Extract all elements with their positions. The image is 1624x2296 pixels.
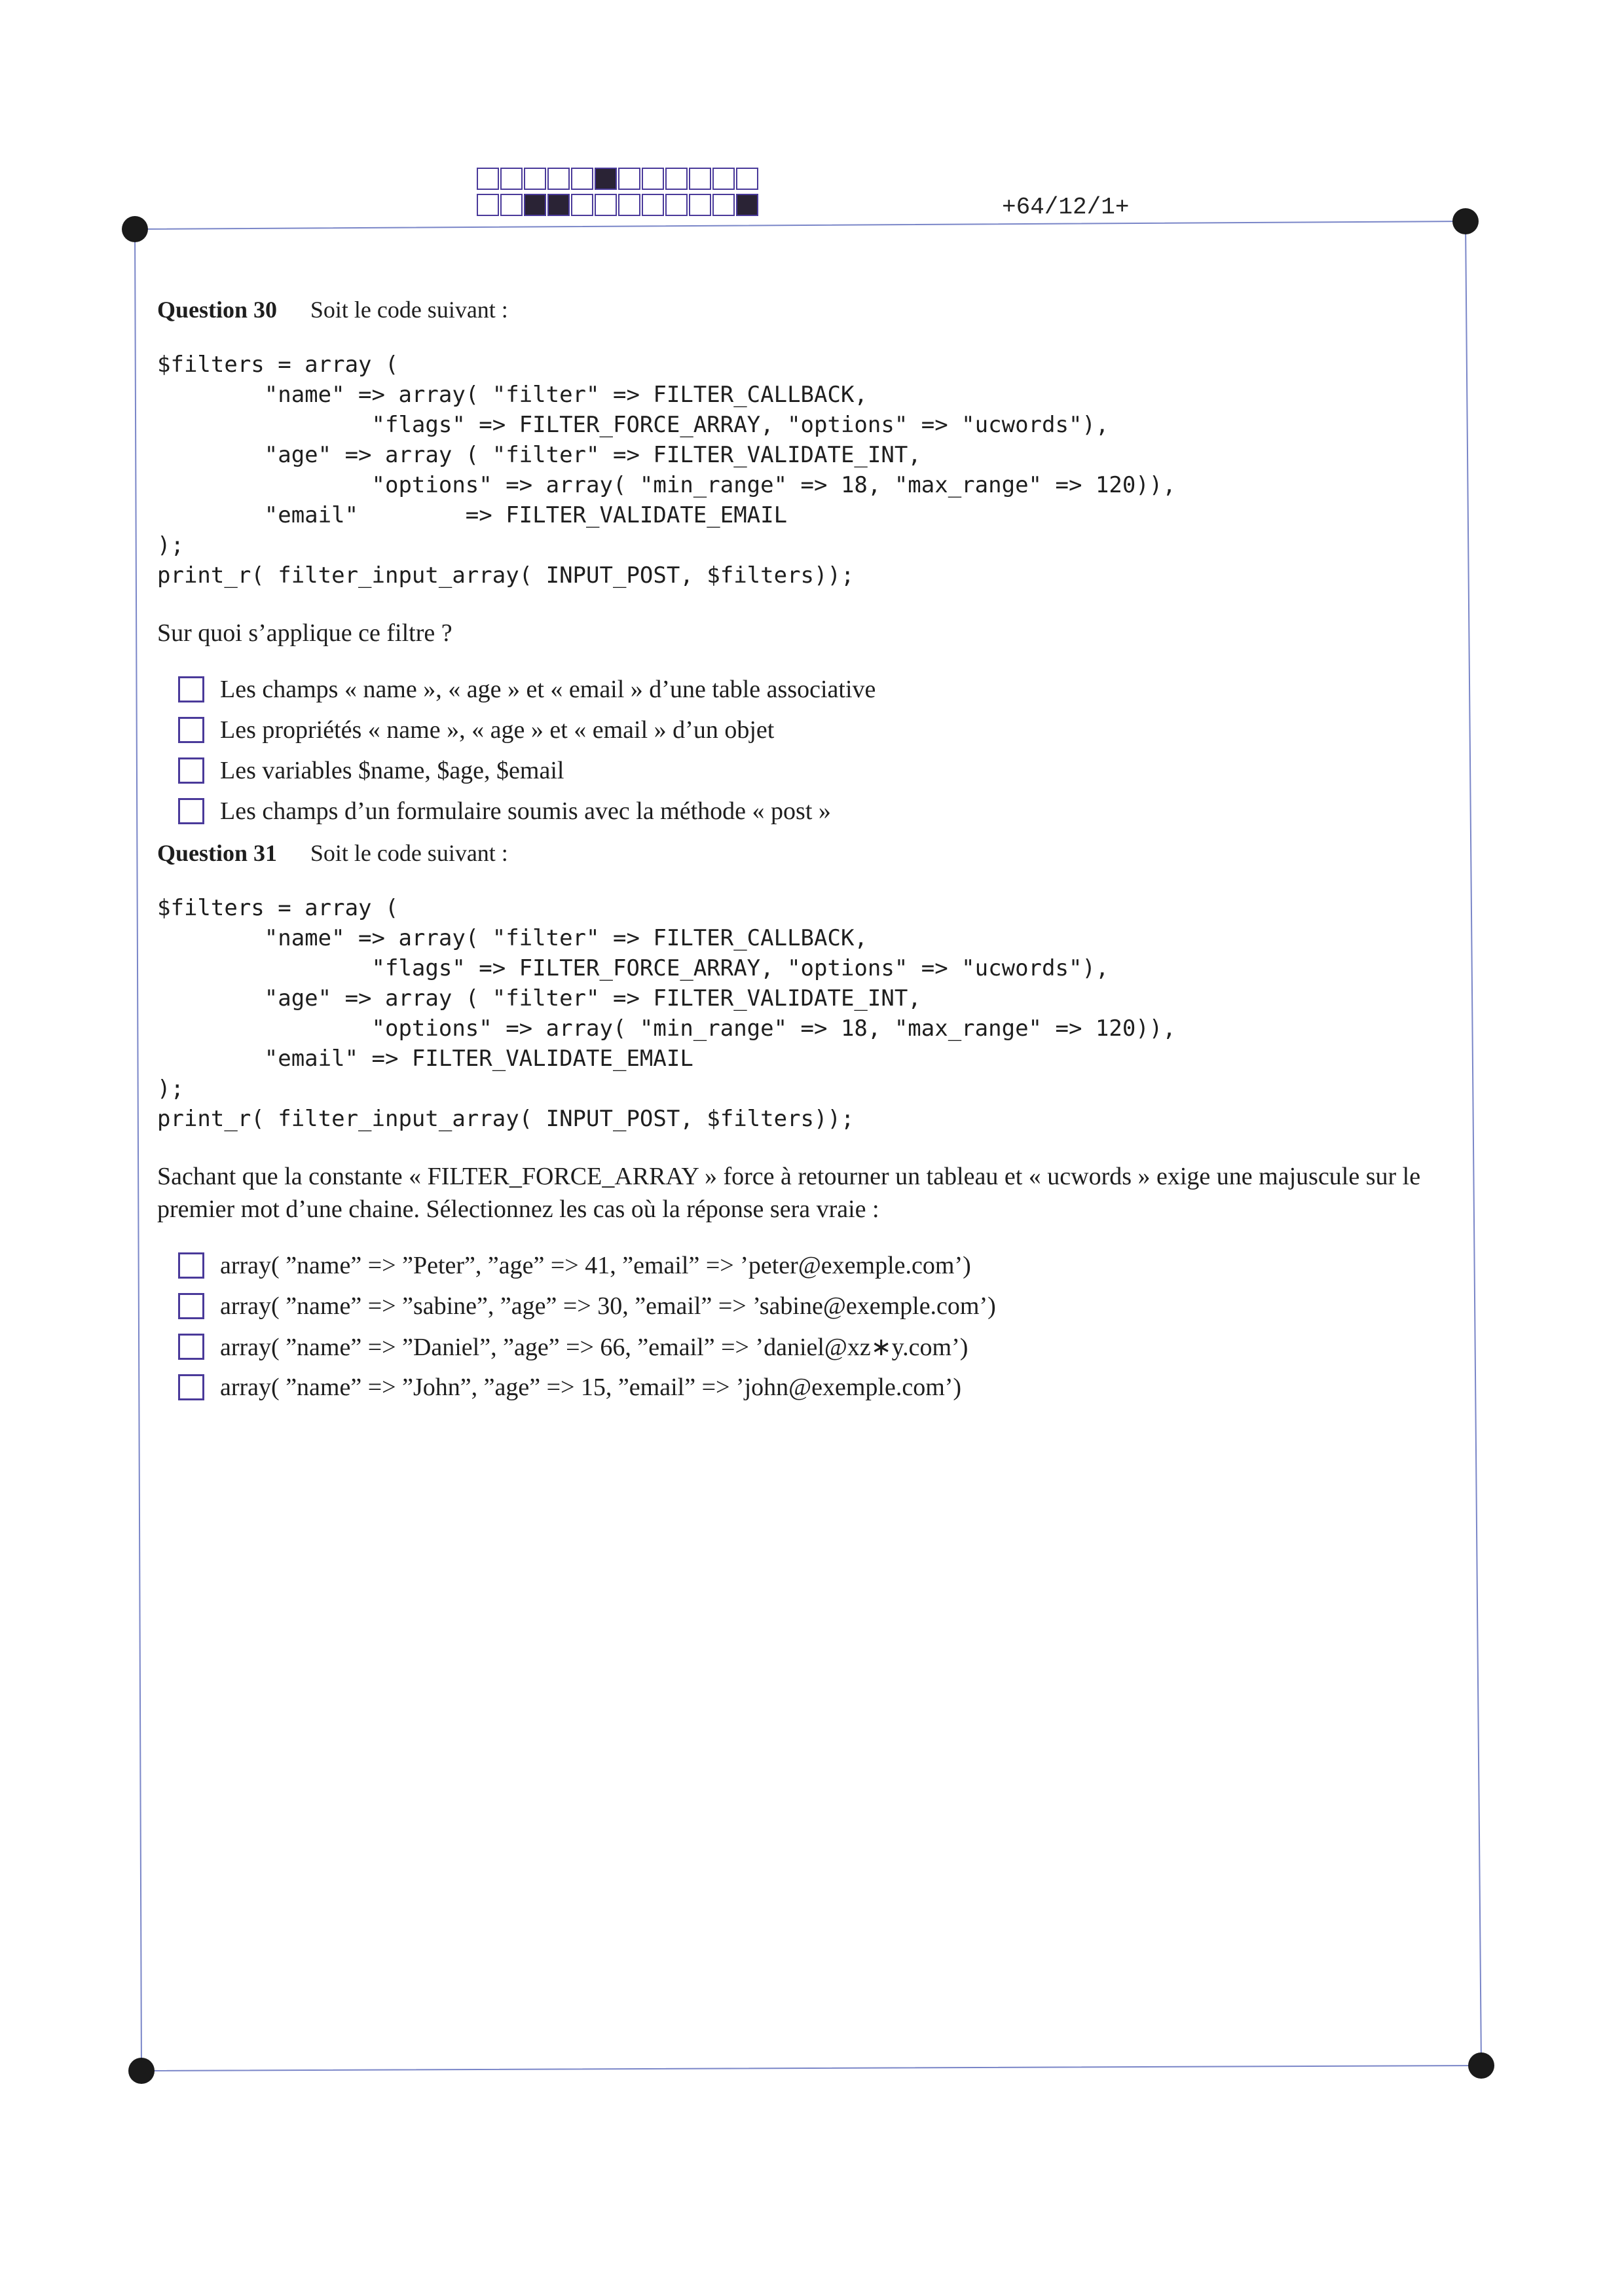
page-code: +64/12/1+ bbox=[1002, 194, 1130, 221]
answer-label: array( ”name” => ”Peter”, ”age” => 41, ”email” => ’peter@exemple.com’) bbox=[220, 1252, 971, 1279]
barcode-cell bbox=[571, 168, 593, 190]
answer-checkbox[interactable] bbox=[178, 717, 204, 743]
answer-label: Les champs d’un formulaire soumis avec la méthode « post » bbox=[220, 797, 831, 825]
barcode-cell bbox=[712, 168, 735, 190]
answer-label: array( ”name” => ”John”, ”age” => 15, ”email” => ’john@exemple.com’) bbox=[220, 1374, 962, 1401]
corner-mark-top-right bbox=[1452, 208, 1479, 234]
corner-mark-top-left bbox=[122, 216, 148, 242]
answer-checkbox[interactable] bbox=[178, 1334, 204, 1360]
barcode-cell bbox=[618, 168, 640, 190]
barcode-cell bbox=[595, 194, 617, 216]
answer-option[interactable] bbox=[178, 1326, 1467, 1367]
barcode-cell bbox=[712, 194, 735, 216]
barcode-cell bbox=[524, 194, 546, 216]
question-intro: Soit le code suivant : bbox=[310, 840, 508, 866]
barcode-cell bbox=[689, 194, 711, 216]
barcode-cell bbox=[477, 194, 499, 216]
question-prompt: Sachant que la constante « FILTER_FORCE_ARRAY » force à retourner un tableau et « ucwords » exige une majuscule sur le premier mot d’une chaine. Sélectionnez les cas où la réponse sera vraie : bbox=[157, 1163, 1421, 1223]
question-intro: Soit le code suivant : bbox=[310, 297, 508, 323]
question-header bbox=[157, 296, 1467, 323]
code-block: $filters = array ( "name" => array( "filter" => FILTER_CALLBACK, "flags" => FILTER_FORCE_ARRAY, "options" => "ucwords"), "age" => array ( "filter" => FILTER_VALIDATE_INT, "options" => array( "min_range" => 18, "max_range" => 120)), "email" => FILTER_VALIDATE_EMAIL ); print_r( filter_input_array( INPUT_POST, $filters)); bbox=[157, 895, 1176, 1132]
answer-checkbox[interactable] bbox=[178, 798, 204, 824]
question-31 bbox=[157, 839, 1467, 1408]
answer-checkbox[interactable] bbox=[178, 676, 204, 702]
barcode-cell bbox=[477, 168, 499, 190]
answer-label: Les variables $name, $age, $email bbox=[220, 757, 564, 784]
barcode-row-top bbox=[477, 168, 760, 192]
corner-mark-bottom-left bbox=[128, 2058, 155, 2084]
answer-option[interactable] bbox=[178, 710, 1467, 750]
question-label: Question 31 bbox=[157, 840, 278, 866]
answer-option[interactable] bbox=[178, 1286, 1467, 1326]
barcode-cell bbox=[665, 194, 688, 216]
answer-option[interactable] bbox=[178, 791, 1467, 831]
barcode-cell bbox=[547, 168, 570, 190]
barcode-cell bbox=[689, 168, 711, 190]
answer-list bbox=[178, 669, 1467, 831]
answer-checkbox[interactable] bbox=[178, 757, 204, 784]
code-block: $filters = array ( "name" => array( "filter" => FILTER_CALLBACK, "flags" => FILTER_FORCE_ARRAY, "options" => "ucwords"), "age" => array ( "filter" => FILTER_VALIDATE_INT, "options" => array( "min_range" => 18, "max_range" => 120)), "email" => FILTER_VALIDATE_EMAIL ); print_r( filter_input_array( INPUT_POST, $filters)); bbox=[157, 352, 1176, 589]
answer-checkbox[interactable] bbox=[178, 1293, 204, 1319]
barcode-cell bbox=[500, 194, 523, 216]
barcode-cell bbox=[595, 168, 617, 190]
answer-checkbox[interactable] bbox=[178, 1374, 204, 1400]
answer-label: Les propriétés « name », « age » et « email » d’un objet bbox=[220, 716, 775, 744]
answer-list bbox=[178, 1245, 1467, 1408]
question-prompt: Sur quoi s’applique ce filtre ? bbox=[157, 619, 452, 647]
barcode-cell bbox=[571, 194, 593, 216]
barcode-cell bbox=[736, 194, 758, 216]
barcode-cell bbox=[524, 168, 546, 190]
barcode-row-bottom bbox=[477, 194, 760, 219]
question-30 bbox=[157, 296, 1467, 831]
corner-mark-bottom-right bbox=[1468, 2052, 1494, 2079]
barcode-cell bbox=[547, 194, 570, 216]
barcode-cell bbox=[642, 194, 664, 216]
barcode-cell bbox=[665, 168, 688, 190]
barcode-cell bbox=[500, 168, 523, 190]
answer-option[interactable] bbox=[178, 1367, 1467, 1408]
answer-label: array( ”name” => ”sabine”, ”age” => 30, ”email” => ’sabine@exemple.com’) bbox=[220, 1292, 996, 1320]
answer-option[interactable] bbox=[178, 1245, 1467, 1286]
question-header bbox=[157, 839, 1467, 867]
answer-label: Les champs « name », « age » et « email » d’une table associative bbox=[220, 676, 876, 703]
question-label: Question 30 bbox=[157, 297, 278, 323]
answer-option[interactable] bbox=[178, 750, 1467, 791]
barcode-cell bbox=[736, 168, 758, 190]
answer-option[interactable] bbox=[178, 669, 1467, 710]
barcode-cell bbox=[618, 194, 640, 216]
answer-checkbox[interactable] bbox=[178, 1252, 204, 1279]
barcode-cell bbox=[642, 168, 664, 190]
answer-label: array( ”name” => ”Daniel”, ”age” => 66, ”email” => ’daniel@xz∗y.com’) bbox=[220, 1333, 969, 1361]
